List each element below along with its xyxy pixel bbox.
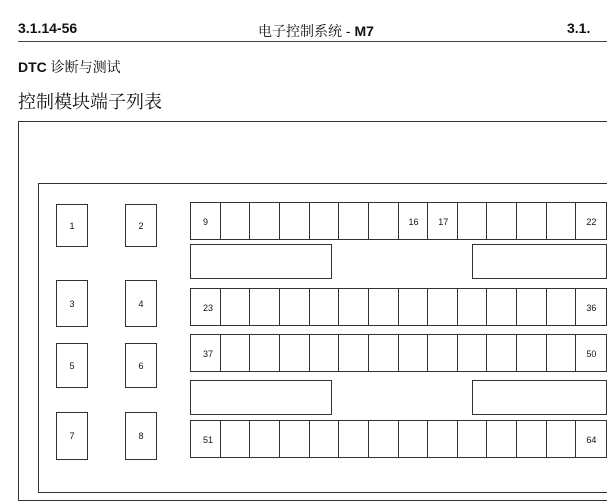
pin-5: 5 <box>56 343 88 388</box>
terminal-cell <box>339 203 369 239</box>
terminal-cell <box>428 421 458 457</box>
pin-7: 7 <box>56 412 88 460</box>
section-title-prefix: DTC <box>18 59 47 75</box>
terminal-37: 37 <box>191 335 221 371</box>
terminal-cell <box>369 203 399 239</box>
terminal-row-9-22 <box>190 202 607 240</box>
pin-3: 3 <box>56 280 88 327</box>
terminal-cell <box>399 289 429 325</box>
terminal-cell <box>250 289 280 325</box>
terminal-cell <box>487 421 517 457</box>
terminal-cell <box>369 335 399 371</box>
chapter-title-text: 电子控制系统 - <box>258 23 355 39</box>
terminal-cell <box>517 289 547 325</box>
terminal-cell <box>547 335 577 371</box>
terminal-cell <box>221 203 251 239</box>
terminal-cell <box>339 289 369 325</box>
terminal-51: 51 <box>191 421 221 457</box>
pin-1: 1 <box>56 204 88 247</box>
terminal-cell <box>487 203 517 239</box>
pin-4: 4 <box>125 280 157 327</box>
terminal-cell <box>339 421 369 457</box>
section-title-text: 诊断与测试 <box>46 59 121 75</box>
terminal-cell <box>547 289 577 325</box>
terminal-row-37-50 <box>190 334 607 372</box>
terminal-cell <box>458 289 488 325</box>
terminal-cell <box>280 289 310 325</box>
terminal-9: 9 <box>191 203 221 239</box>
header-rule <box>18 41 607 42</box>
terminal-cell <box>487 289 517 325</box>
key-slot-right-lower <box>472 380 607 415</box>
terminal-cell <box>458 203 488 239</box>
terminal-cell <box>547 203 577 239</box>
key-slot-right-upper <box>472 244 607 279</box>
terminal-row-23-36 <box>190 288 607 326</box>
terminal-cell <box>250 203 280 239</box>
terminal-cell <box>221 335 251 371</box>
terminal-17: 17 <box>428 203 458 239</box>
terminal-cell <box>280 421 310 457</box>
terminal-cell <box>310 289 340 325</box>
terminal-cell <box>221 289 251 325</box>
terminal-cell <box>369 421 399 457</box>
page-number: 3.1.14-56 <box>18 20 78 36</box>
terminal-23: 23 <box>191 289 221 325</box>
terminal-cell <box>428 335 458 371</box>
terminal-row-51-64 <box>190 420 607 458</box>
terminal-cell <box>547 421 577 457</box>
terminal-cell <box>487 335 517 371</box>
section-title <box>18 57 121 77</box>
pin-2: 2 <box>125 204 157 247</box>
page-title: 控制模块端子列表 <box>18 92 162 112</box>
terminal-36: 36 <box>586 303 597 313</box>
terminal-22: 22 <box>586 217 597 227</box>
terminal-16: 16 <box>399 203 429 239</box>
terminal-cell <box>310 203 340 239</box>
terminal-cell <box>310 421 340 457</box>
key-slot-left-upper <box>190 244 332 279</box>
terminal-cell <box>399 421 429 457</box>
pin-6: 6 <box>125 343 157 388</box>
terminal-cell <box>369 289 399 325</box>
page-number-right: 3.1. <box>567 20 591 36</box>
terminal-cell <box>221 421 251 457</box>
terminal-cell <box>250 335 280 371</box>
key-slot-left-lower <box>190 380 332 415</box>
chapter-title <box>258 21 374 41</box>
terminal-cell <box>428 289 458 325</box>
terminal-cell <box>280 335 310 371</box>
chapter-title-model: M7 <box>354 23 374 39</box>
terminal-cell <box>517 335 547 371</box>
terminal-cell <box>458 335 488 371</box>
terminal-cell <box>280 203 310 239</box>
terminal-cell <box>310 335 340 371</box>
terminal-64: 64 <box>586 435 597 445</box>
terminal-cell <box>517 203 547 239</box>
pin-8: 8 <box>125 412 157 460</box>
terminal-50: 50 <box>586 349 597 359</box>
terminal-cell <box>517 421 547 457</box>
terminal-cell <box>399 335 429 371</box>
terminal-cell <box>250 421 280 457</box>
terminal-cell <box>458 421 488 457</box>
terminal-cell <box>339 335 369 371</box>
